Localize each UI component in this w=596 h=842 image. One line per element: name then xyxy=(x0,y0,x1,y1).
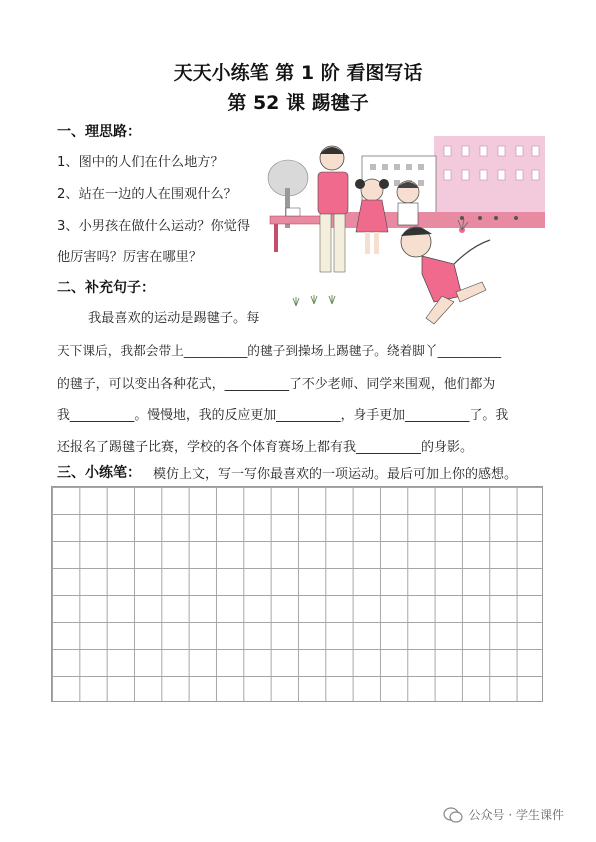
question-1: 1、图中的人们在什么地方？ xyxy=(57,155,224,170)
question-3: 3、小男孩在做什么运动？你觉得 xyxy=(57,219,251,234)
section3-instruction: 模仿上文，写一写你最喜欢的一项运动。最后可加上你的感想。 xyxy=(153,467,518,482)
fill-line-5: 还报名了踢毽子比赛，学校的各个体育赛场上都有我__________的身影。 xyxy=(57,440,474,455)
question-2: 2、站在一边的人在围观什么？ xyxy=(57,187,237,202)
section2-heading: 二、补充句子： xyxy=(57,280,155,296)
section3-heading: 三、小练笔： xyxy=(57,465,141,481)
fill-line-1: 我最喜欢的运动是踢毽子。每 xyxy=(88,311,260,326)
page-title: 天天小练笔 第 1 阶 看图写话 xyxy=(173,62,423,84)
shuttlecock-illustration xyxy=(266,136,545,328)
lesson-title: 第 52 课 踢毽子 xyxy=(227,92,369,114)
footer-watermark xyxy=(443,806,564,823)
fill-line-2: 天下课后，我都会带上__________的毽子到操场上踢毽子。绕着脚丫__________ xyxy=(57,343,502,358)
wechat-icon xyxy=(443,807,463,823)
fill-line-3: 的毽子，可以变出各种花式，__________了不少老师、同学来围观，他们都为 xyxy=(57,377,496,392)
question-3-cont: 他厉害吗？厉害在哪里？ xyxy=(57,250,203,265)
footer-text: 公众号 · 学生课件 xyxy=(468,808,564,822)
fill-line-4: 我__________。慢慢地，我的反应更加__________，身手更加__________了。我 xyxy=(57,408,509,423)
writing-grid[interactable] xyxy=(51,486,543,702)
section1-heading: 一、理思路： xyxy=(57,124,141,140)
